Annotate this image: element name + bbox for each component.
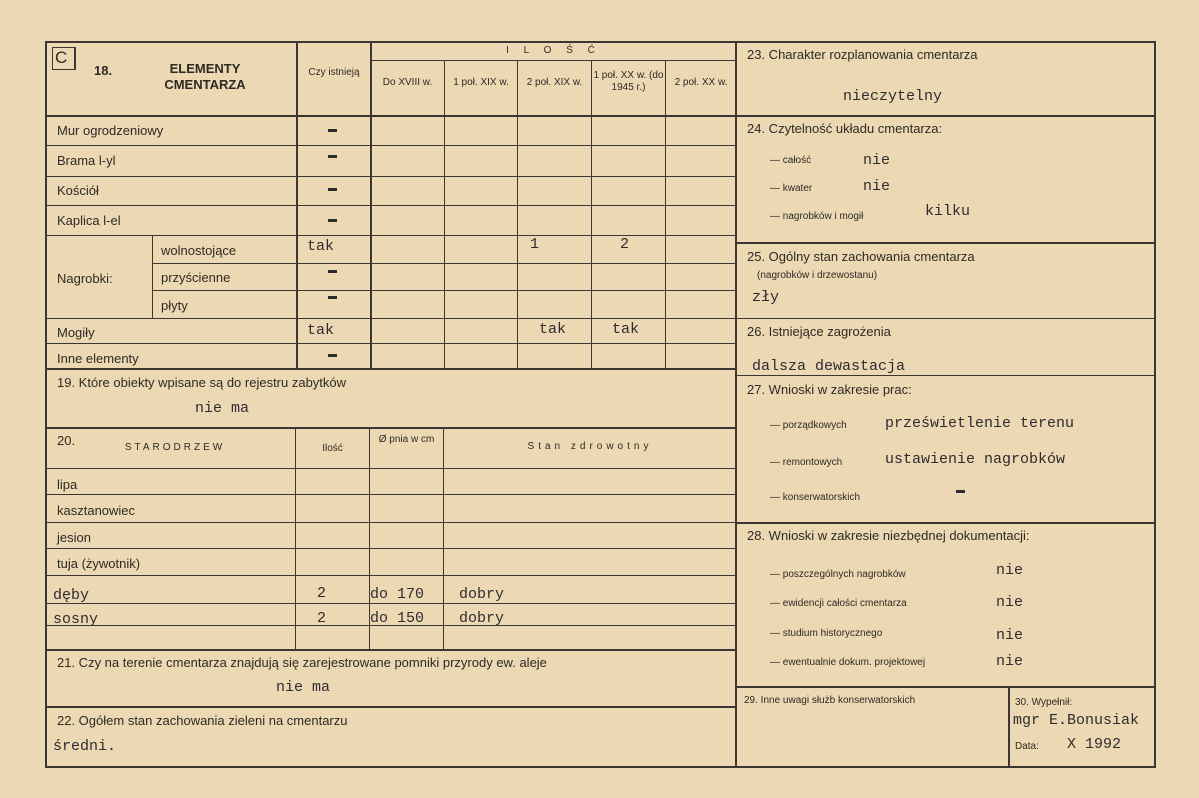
tree-deby-qty: 2 [317, 585, 327, 602]
section-19-label: 19. Które obiekty wpisane są do rejestru zabytków [57, 375, 347, 390]
tree-tuja: tuja (żywotnik) [57, 556, 141, 571]
s27-remontowych-value: ustawienie nagrobków [885, 451, 1066, 468]
tree-jesion: jesion [57, 530, 91, 545]
section-26-label: 26. Istniejące zagrożenia [747, 324, 891, 339]
section-22-label: 22. Ogółem stan zachowania zieleni na cmentarzu [57, 713, 348, 728]
qty-mogily-2pol-xix: tak [539, 321, 567, 338]
date-value: X 1992 [1067, 736, 1122, 753]
s27-porzadkowych-value: prześwietlenie terenu [885, 415, 1075, 432]
period-header-4: 1 poł. XX w. (do 1945 r.) [593, 70, 664, 93]
dash-mark [328, 296, 337, 299]
section-18-title: ELEMENTY CMENTARZA [164, 61, 246, 92]
diameter-col-header: Ø pnia w cm [378, 434, 435, 445]
s28-item-4-value: nie [996, 653, 1024, 670]
tree-kasztanowiec: kasztanowiec [57, 503, 136, 518]
s24-calosc-value: nie [863, 152, 891, 169]
section-21-label: 21. Czy na terenie cmentarza znajdują się zarejestrowane pomniki przyrody ew. aleje [57, 655, 547, 670]
section-letter: C [55, 48, 68, 67]
dash-mark [328, 188, 337, 191]
tree-lipa: lipa [57, 477, 78, 492]
dash-mark [956, 490, 965, 493]
s27-porzadkowych-label: — porządkowych [770, 420, 847, 431]
dash-mark [328, 155, 337, 158]
s24-nagrobkow-value: kilku [925, 203, 971, 220]
section-29-label: 29. Inne uwagi służb konserwatorskich [744, 695, 916, 706]
s28-item-1-label: — poszczególnych nagrobków [770, 569, 906, 580]
s28-item-2-value: nie [996, 594, 1024, 611]
s28-item-3-label: — studium historycznego [770, 628, 883, 639]
row-label-brama: Brama l-yl [57, 153, 116, 168]
section-30-name: mgr E.Bonusiak [1013, 712, 1140, 729]
tree-sosny-health: dobry [459, 610, 505, 627]
tree-sosny-qty: 2 [317, 610, 327, 627]
section-20-number: 20. [57, 433, 76, 448]
section-19-value: nie ma [195, 400, 250, 417]
row-label-wolnostojace: wolnostojące [161, 243, 237, 258]
ilosc-col-header: Ilość [322, 443, 343, 454]
row-label-mogily: Mogiły [57, 325, 95, 340]
section-24-label: 24. Czytelność układu cmentarza: [747, 121, 943, 136]
qty-mogily-1pol-xx: tak [612, 321, 640, 338]
section-22-value: średni. [53, 738, 117, 755]
s28-item-3-value: nie [996, 627, 1024, 644]
tree-deby-diam: do 170 [370, 586, 425, 603]
period-header-3: 2 poł. XIX w. [526, 77, 583, 88]
s24-calosc-label: — całość [770, 155, 812, 166]
dash-mark [328, 354, 337, 357]
row-label-przyscienne: przyścienne [161, 270, 231, 285]
section-23-label: 23. Charakter rozplanowania cmentarza [747, 47, 978, 62]
section-25-value: zły [752, 289, 780, 306]
section-25-label: 25. Ogólny stan zachowania cmentarza [747, 249, 975, 264]
starodrzew-header: STARODRZEW [124, 442, 226, 453]
tree-deby-health: dobry [459, 586, 505, 603]
health-col-header: Stan zdrowotny [527, 441, 653, 452]
row-label-nagrobki: Nagrobki: [57, 271, 113, 286]
section-25-sublabel: (nagrobków i drzewostanu) [757, 270, 878, 281]
czy-istnieja-header: Czy istnieją [308, 67, 360, 78]
section-28-label: 28. Wnioski w zakresie niezbędnej dokumentacji: [747, 528, 1030, 543]
row-label-mur: Mur ogrodzeniowy [57, 123, 164, 138]
exists-mogily: tak [307, 322, 335, 339]
section-21-value: nie ma [276, 679, 331, 696]
period-header-1: Do XVIII w. [382, 77, 433, 88]
ilosc-header: I L O Ś Ć [506, 45, 601, 56]
s27-remontowych-label: — remontowych [770, 457, 843, 468]
s27-konserwatorskich-label: — konserwatorskich [770, 492, 861, 503]
s24-kwater-value: nie [863, 178, 891, 195]
dash-mark [328, 219, 337, 222]
tree-deby: dęby [53, 587, 90, 604]
section-26-value: dalsza dewastacja [752, 358, 906, 375]
s24-nagrobkow-label: — nagrobków i mogił [770, 211, 864, 222]
section-30-label: 30. Wypełnił: [1015, 697, 1073, 708]
qty-wolnostojace-2pol-xix: 1 [530, 236, 540, 253]
tree-sosny-diam: do 150 [370, 610, 425, 627]
date-label: Data: [1015, 741, 1039, 752]
section-23-value: nieczytelny [843, 88, 943, 105]
row-label-kosciol: Kościół [57, 183, 99, 198]
period-header-5: 2 poł. XX w. [674, 77, 728, 88]
s28-item-4-label: — ewentualnie dokum. projektowej [770, 657, 926, 668]
row-label-kaplica: Kaplica l-el [57, 213, 121, 228]
dash-mark [328, 129, 337, 132]
s28-item-1-value: nie [996, 562, 1024, 579]
period-header-2: 1 poł. XIX w. [453, 77, 509, 88]
tree-sosny: sosny [53, 611, 99, 628]
qty-wolnostojace-1pol-xx: 2 [620, 236, 630, 253]
dash-mark [328, 270, 337, 273]
exists-wolnostojace: tak [307, 238, 335, 255]
row-label-inne: Inne elementy [57, 351, 139, 366]
s24-kwater-label: — kwater [770, 183, 813, 194]
section-18-number: 18. [94, 63, 113, 78]
s28-item-2-label: — ewidencji całości cmentarza [770, 598, 907, 609]
section-27-label: 27. Wnioski w zakresie prac: [747, 382, 912, 397]
row-label-plyty: płyty [161, 298, 188, 313]
